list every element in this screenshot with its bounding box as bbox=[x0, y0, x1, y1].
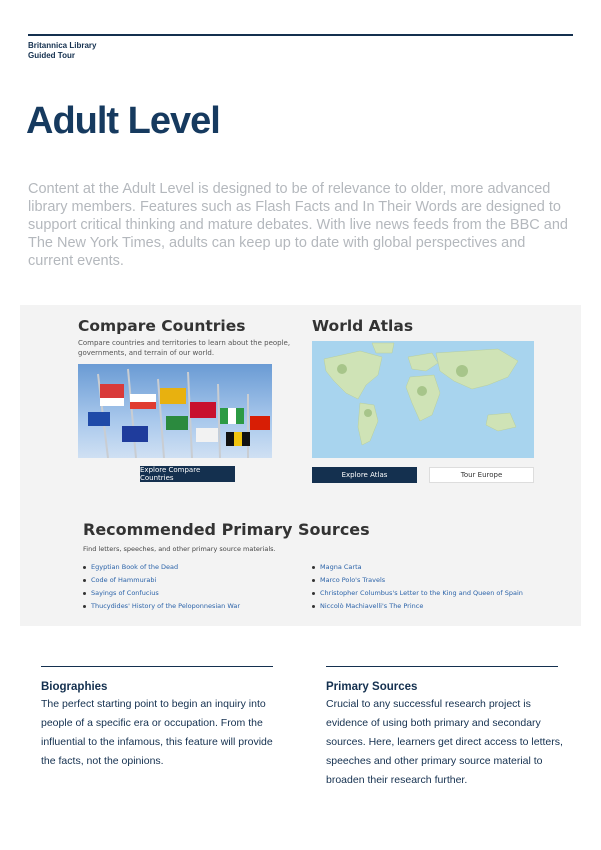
source-link[interactable]: Marco Polo's Travels bbox=[312, 574, 523, 587]
explore-atlas-button[interactable]: Explore Atlas bbox=[312, 467, 417, 483]
primary-sources-list-left bbox=[83, 561, 240, 613]
tour-europe-button[interactable]: Tour Europe bbox=[429, 467, 534, 483]
primary-sources-heading: Primary Sources bbox=[326, 681, 418, 693]
world-atlas-title: World Atlas bbox=[312, 317, 414, 335]
explore-compare-countries-button[interactable]: Explore Compare Countries bbox=[140, 466, 235, 482]
intro-paragraph: Content at the Adult Level is designed to be of relevance to older, more advanced library members. Features such as Flash Facts and In Their Words are designed to support critical thinking and mature debates. With live news feeds from the BBC and The New York Times, adults can keep up to date with global perspectives and current events. bbox=[28, 181, 568, 269]
primary-sources-title: Recommended Primary Sources bbox=[83, 520, 370, 539]
primary-sources-list-right bbox=[312, 561, 523, 613]
source-link[interactable]: Thucydides' History of the Peloponnesian War bbox=[83, 600, 240, 613]
biographies-heading: Biographies bbox=[41, 681, 108, 693]
primary-sources-description: Find letters, speeches, and other primary source materials. bbox=[83, 545, 276, 553]
source-link[interactable]: Magna Carta bbox=[312, 561, 523, 574]
brand-line-1: Britannica Library bbox=[28, 41, 97, 50]
product-screenshot bbox=[20, 305, 581, 626]
flags-illustration bbox=[78, 364, 272, 458]
compare-countries-title: Compare Countries bbox=[78, 317, 246, 335]
biographies-body: The perfect starting point to begin an inquiry into people of a specific era or occupation. From the influential to the infamous, this feature will provide the facts, not the opinions. bbox=[41, 698, 273, 767]
source-link[interactable]: Sayings of Confucius bbox=[83, 587, 240, 600]
source-link[interactable]: Code of Hammurabi bbox=[83, 574, 240, 587]
world-map-illustration bbox=[312, 341, 534, 458]
top-rule bbox=[28, 34, 573, 36]
primary-sources-body: Crucial to any successful research project is evidence of using both primary and secondary sources. Here, learners get direct access to letters, speeches and other primary source material to broaden their research further. bbox=[326, 698, 563, 786]
brand-label bbox=[28, 41, 96, 61]
brand-line-2: Guided Tour bbox=[28, 51, 75, 60]
page-title: Adult Level bbox=[26, 100, 220, 142]
source-link[interactable]: Egyptian Book of the Dead bbox=[83, 561, 240, 574]
flags-image bbox=[78, 364, 272, 458]
primary-sources-rule bbox=[326, 666, 558, 667]
source-link[interactable]: Christopher Columbus's Letter to the King and Queen of Spain bbox=[312, 587, 523, 600]
source-link[interactable]: Niccolò Machiavelli's The Prince bbox=[312, 600, 523, 613]
compare-countries-description: Compare countries and territories to learn about the people, governments, and terrain of our world. bbox=[78, 339, 291, 357]
world-map-image bbox=[312, 341, 534, 458]
biographies-rule bbox=[41, 666, 273, 667]
